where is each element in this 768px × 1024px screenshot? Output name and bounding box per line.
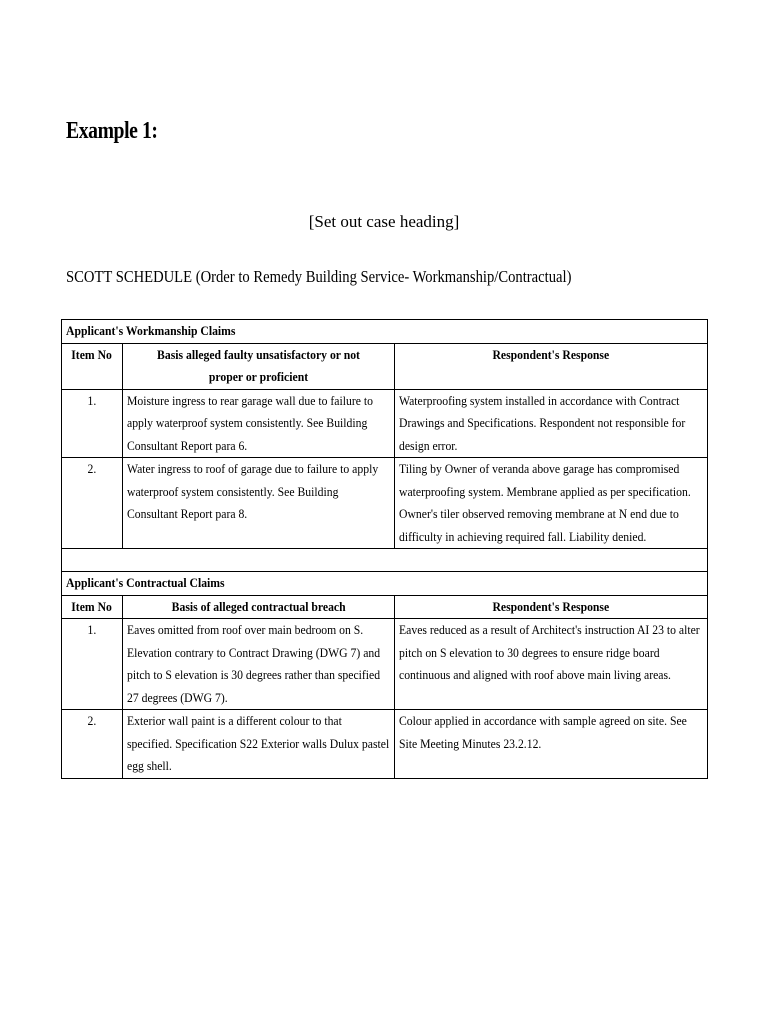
contractual-column-headers — [62, 595, 708, 619]
table-row — [62, 458, 708, 549]
respondent-response-text: Waterproofing system installed in accordance with Contract Drawings and Specifications. Respondent not responsible for design error. — [399, 392, 686, 453]
item-number-text: 2. — [87, 713, 97, 728]
claim-basis — [123, 389, 395, 458]
respondent-response — [395, 389, 708, 458]
case-heading: [Set out case heading] — [308, 212, 460, 231]
workmanship-header-response — [395, 343, 708, 389]
claim-basis-text: Moisture ingress to rear garage wall due to failure to apply waterproof system consistently. See Building Consultant Report para 6. — [127, 392, 373, 453]
contractual-section-title-text: Applicant's Contractual Claims — [66, 575, 225, 590]
contractual-header-item-no-text: Item No — [71, 598, 113, 614]
respondent-response — [395, 710, 708, 779]
table-row — [62, 389, 708, 458]
scott-schedule-table — [61, 319, 708, 779]
schedule-title: SCOTT SCHEDULE (Order to Remedy Building Service- Workmanship/Contractual) — [66, 267, 572, 286]
workmanship-section-title — [62, 320, 708, 344]
workmanship-header-item-no-text: Item No — [71, 346, 113, 362]
section-spacer — [62, 549, 708, 572]
claim-basis-text: Exterior wall paint is a different colour to that specified. Specification S22 Exterior walls Dulux pastel egg shell. — [127, 713, 390, 773]
section-spacer-row — [62, 549, 708, 572]
workmanship-section-title-text: Applicant's Workmanship Claims — [66, 323, 236, 338]
contractual-header-basis — [123, 595, 395, 619]
respondent-response-text: Colour applied in accordance with sample agreed on site. See Site Meeting Minutes 23.2.12. — [399, 713, 687, 751]
item-number — [62, 619, 123, 710]
workmanship-header-basis — [123, 343, 395, 389]
item-number — [62, 458, 123, 549]
item-number — [62, 389, 123, 458]
claim-basis-text: Eaves omitted from roof over main bedroom on S. Elevation contrary to Contract Drawing (DWG 7) and pitch to S elevation is 30 degrees rather than specified 27 degrees (DWG 7). — [127, 622, 381, 705]
item-number-text: 1. — [87, 622, 97, 637]
table-row — [62, 710, 708, 779]
workmanship-section-header — [62, 320, 708, 344]
workmanship-header-basis-text: Basis alleged faulty unsatisfactory or not proper or proficient — [157, 346, 360, 384]
respondent-response-text: Tiling by Owner of veranda above garage has compromised waterproofing system. Membrane applied as per specification. Owner's tiler observed removing membrane at N end due to difficulty in achieving required fall. Liability denied. — [399, 461, 691, 544]
page-heading: Example 1: — [66, 118, 158, 144]
workmanship-header-response-text: Respondent's Response — [492, 346, 610, 362]
workmanship-header-item-no — [62, 343, 123, 389]
contractual-section-title — [62, 572, 708, 596]
contractual-header-item-no — [62, 595, 123, 619]
item-number — [62, 710, 123, 779]
item-number-text: 1. — [87, 392, 97, 408]
claim-basis — [123, 458, 395, 549]
contractual-header-response — [395, 595, 708, 619]
contractual-section-header — [62, 572, 708, 596]
claim-basis — [123, 619, 395, 710]
workmanship-column-headers — [62, 343, 708, 389]
table-row — [62, 619, 708, 710]
item-number-text: 2. — [87, 461, 97, 476]
claim-basis — [123, 710, 395, 779]
contractual-header-response-text: Respondent's Response — [492, 598, 610, 614]
respondent-response — [395, 458, 708, 549]
respondent-response — [395, 619, 708, 710]
claim-basis-text: Water ingress to roof of garage due to failure to apply waterproof system consistently. See Building Consultant Report para 8. — [127, 461, 379, 521]
respondent-response-text: Eaves reduced as a result of Architect's instruction AI 23 to alter pitch on S elevation to 30 degrees to ensure ridge board continuous and aligned with roof above main living areas. — [399, 622, 700, 682]
contractual-header-basis-text: Basis of alleged contractual breach — [171, 598, 346, 614]
